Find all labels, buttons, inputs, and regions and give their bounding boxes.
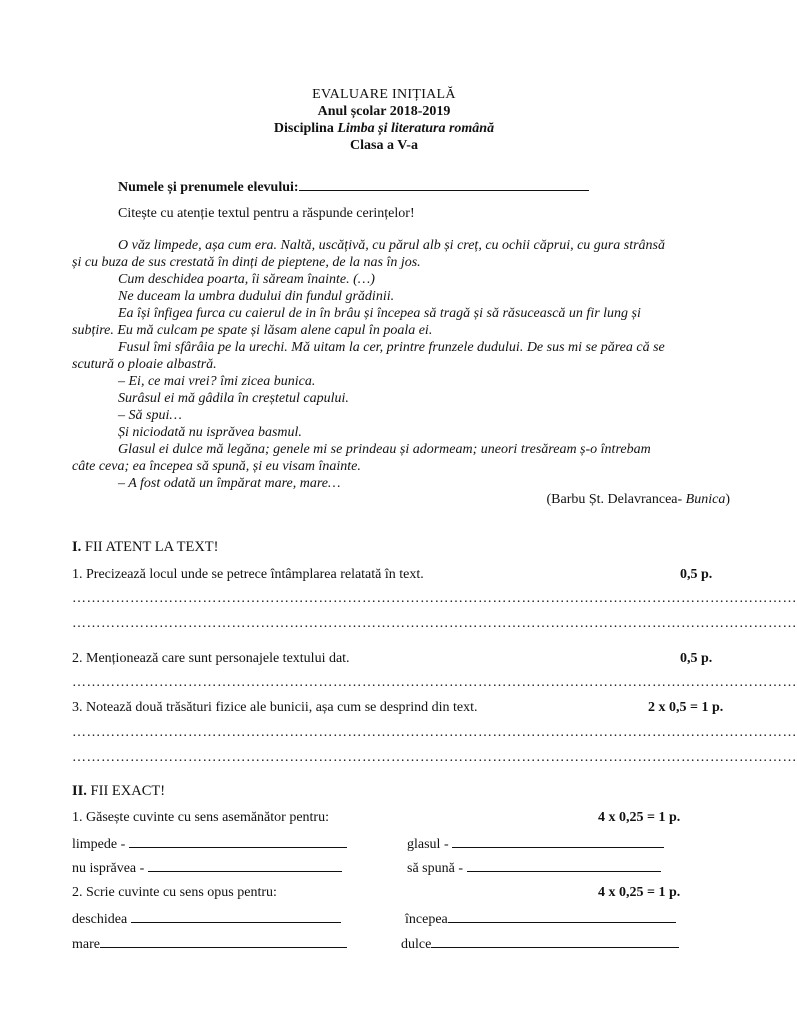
student-name-field[interactable] [299,178,589,191]
passage-line: – Ei, ce mai vrei? îmi zicea bunica. [118,374,316,389]
blank-field[interactable] [452,835,664,848]
section-1-roman: I. [72,539,82,555]
question-2-1-points: 4 x 0,25 = 1 p. [598,810,681,825]
word-nu-isprăvea: nu isprăvea - [72,861,148,876]
blank-field[interactable] [467,859,661,872]
passage-line: Și niciodată nu isprăvea basmul. [118,425,302,440]
exam-title: EVALUARE INIȚIALĂ [312,87,456,102]
blank-field[interactable] [448,910,676,923]
word-glasul: glasul - [407,837,453,852]
antonym-row [401,935,679,953]
student-name-row [118,178,589,196]
passage-line: Cum deschidea poarta, îi săream înainte. (…) [118,272,375,287]
blank-field[interactable] [148,859,342,872]
antonym-row [405,910,676,928]
student-name-label: Numele și prenumele elevului: [118,180,299,195]
answer-line[interactable]: …………………………………………………………………………………………………………………………………… [72,725,797,740]
question-1-2: 2. Menționează care sunt personajele textului dat. [72,651,350,666]
passage-line: câte ceva; ea începea să spună, și eu visam înainte. [72,459,361,474]
passage-line: și cu buza de sus crestată în dinți de pieptene, de la nas în jos. [72,255,421,270]
antonym-row [72,910,341,928]
passage-line: Fusul îmi sfârâia pe la urechi. Mă uitam la cer, printre frunzele dudului. De sus mi se părea că se [118,340,665,355]
question-2-2-points: 4 x 0,25 = 1 p. [598,885,681,900]
synonym-row [407,835,664,853]
answer-line[interactable]: …………………………………………………………………………………………………………………………………… [72,750,797,765]
synonym-row [72,835,347,853]
passage-line: Ea își înfigea furca cu caierul de in în brâu și începea să tragă și să răsucească un fir lung și [118,306,641,321]
question-2-1: 1. Găsește cuvinte cu sens asemănător pentru: [72,810,329,825]
word-să-spună: să spună - [407,861,467,876]
source-prefix: (Barbu Șt. Delavrancea- [546,492,686,507]
discipline [0,120,768,137]
instruction: Citește cu atenție textul pentru a răspunde cerințelor! [118,206,415,221]
blank-field[interactable] [129,835,347,848]
discipline-prefix: Disciplina [273,121,338,136]
source-suffix: ) [725,492,730,507]
question-1-1-points: 0,5 p. [680,567,713,582]
question-2-2: 2. Scrie cuvinte cu sens opus pentru: [72,885,277,900]
word-limpede: limpede - [72,837,129,852]
passage-line: Glasul ei dulce mă legăna; genele mi se prindeau și adormeam; uneori tresăream ș-o întrebam [118,442,651,457]
section-2-heading [72,783,165,800]
passage-line: O văz limpede, așa cum era. Naltă, uscățivă, cu părul alb și creț, cu ochii căprui, cu gura strânsă [118,238,665,253]
word-mare: mare [72,937,100,952]
word-începea: începea [405,912,448,927]
section-1-title: FII ATENT LA TEXT! [81,539,219,555]
class-label: Clasa a V-a [350,138,418,153]
passage-line: Ne duceam la umbra dudului din fundul grădinii. [118,289,395,304]
question-1-2-points: 0,5 p. [680,651,713,666]
passage-line: scutură o ploaie albastră. [72,357,217,372]
discipline-name: Limba și literatura română [337,121,495,136]
section-2-title: FII EXACT! [86,783,166,799]
question-1-1: 1. Precizează locul unde se petrece întâmplarea relatată în text. [72,567,424,582]
passage-line: Surâsul ei mă gâdila în creștetul capului. [118,391,349,406]
antonym-row [72,935,347,953]
source-title: Bunica [685,492,726,507]
answer-line[interactable]: …………………………………………………………………………………………………………………………………… [72,616,797,631]
answer-line[interactable]: …………………………………………………………………………………………………………………………………… [72,591,797,606]
answer-line[interactable]: …………………………………………………………………………………………………………………………………… [72,675,797,690]
blank-field[interactable] [100,935,347,948]
passage-line: – A fost odată un împărat mare, mare… [118,476,341,491]
passage-line: subțire. Eu mă culcam pe spate și lăsam alene capul în poala ei. [72,323,433,338]
word-deschidea: deschidea [72,912,131,927]
blank-field[interactable] [131,910,341,923]
blank-field[interactable] [431,935,679,948]
synonym-row [72,859,342,877]
section-2-roman: II. [72,783,87,799]
school-year: Anul școlar 2018-2019 [317,104,451,119]
word-dulce: dulce [401,937,432,952]
synonym-row [407,859,661,877]
question-1-3-points: 2 x 0,5 = 1 p. [648,700,724,715]
section-1-heading [72,539,219,556]
question-1-3: 3. Notează două trăsături fizice ale bunicii, așa cum se desprind din text. [72,700,478,715]
passage-line: – Să spui… [118,408,182,423]
passage-source [547,491,731,508]
